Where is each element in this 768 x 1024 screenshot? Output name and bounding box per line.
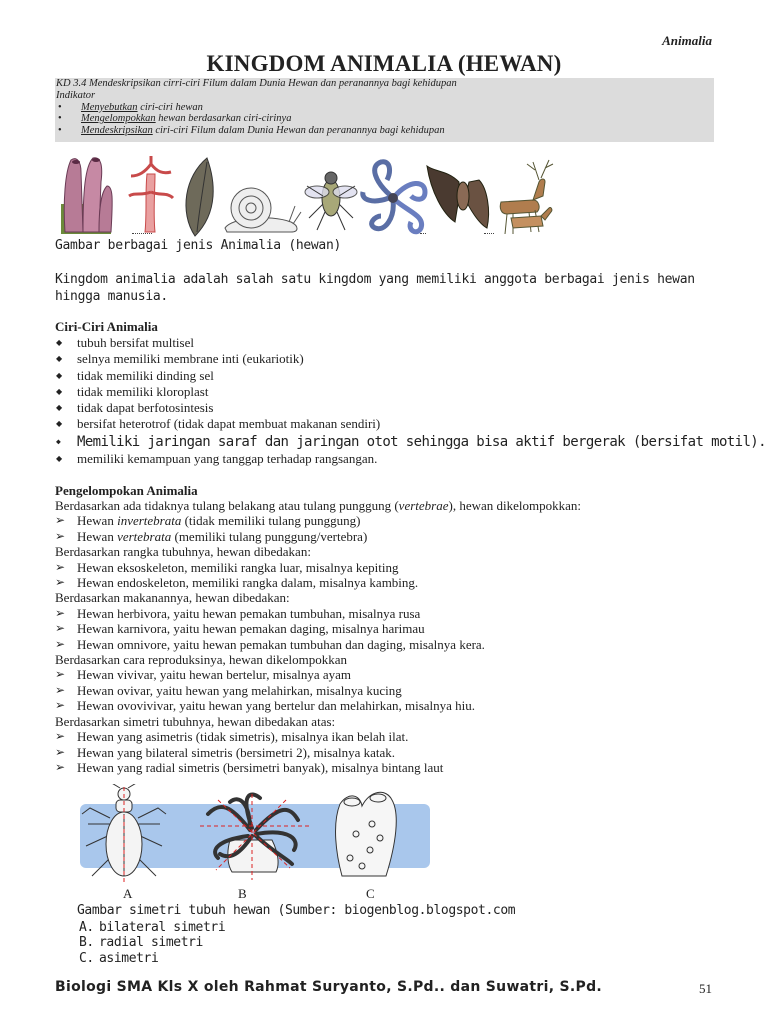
list-item: ➢ Hewan endoskeleton, memiliki rangka dalam, misalnya kambing. [55,575,735,590]
paragraph-line: Berdasarkan makanannya, hewan dibedakan: [55,590,290,606]
list-item: ◆ bersifat heterotrof (tidak dapat membuat makanan sendiri) [55,416,766,432]
cnidarian-illustration [129,156,173,232]
pengelompokan-body [55,498,735,775]
list-item: ➢ Hewan karnivora, yaitu hewan pemakan daging, misalnya harimau [55,621,735,636]
insect-illustration [305,172,357,230]
pengelompokan-heading: Pengelompokan Animalia [55,483,198,498]
option-item: C. asimetri [79,950,159,966]
indikator-item: • Menyebutkan ciri-ciri hewan [56,102,714,114]
echinoderm-illustration [363,162,425,232]
snail-illustration [225,188,301,232]
list-item: ➢ Hewan herbivora, yaitu hewan pemakan tumbuhan, misalnya rusa [55,606,735,621]
deer-illustration [500,160,553,234]
option-item: B. radial simetri [79,935,203,951]
page-title: KINGDOM ANIMALIA (HEWAN) [206,51,562,76]
answer-options [79,920,225,966]
flatworm-illustration [186,158,213,236]
list-item: ➢ Hewan ovivar, yaitu hewan yang melahirkan, misalnya kucing [55,683,735,698]
indikator-item: • Mengelompokkan hewan berdasarkan ciri-cirinya [56,113,714,125]
section-header: Animalia [662,33,712,48]
paragraph-line: Berdasarkan rangka tubuhnya, hewan dibedakan: [55,544,311,560]
list-item: ➢ Hewan yang bilateral simetris (bersimetri 2), misalnya katak. [55,745,735,760]
list-item: ➢ Hewan ovovivivar, yaitu hewan yang bertelur dan melahirkan, misalnya hiu. [55,698,735,713]
animal-illustrations [55,152,555,238]
symmetry-figure [80,784,430,884]
option-item: A. bilateral simetri [79,920,226,935]
paragraph-line: Berdasarkan simetri tubuhnya, hewan dibedakan atas: [55,713,336,729]
list-item: ◆ tidak memiliki dinding sel [55,368,766,384]
paragraph-line: Berdasarkan ada tidaknya tulang belakang atau tulang punggung (vertebrae), hewan dikelompokkan: [55,498,581,513]
page-number: 51 [699,981,712,996]
ciri-list [55,335,766,467]
footer-credit: Biologi SMA Kls X oleh Rahmat Suryanto, S.Pd.. dan Suwatri, S.Pd. [55,979,603,995]
figure-label-a: A [123,886,133,901]
divider [132,233,152,234]
list-item: ◆ tidak dapat berfotosintesis [55,400,766,416]
list-item: ◆ selnya memiliki membrane inti (eukariotik) [55,351,766,367]
ciri-heading: Ciri-Ciri Animalia [55,319,158,334]
list-item: ➢ Hewan eksoskeleton, memiliki rangka luar, misalnya kepiting [55,560,735,575]
list-item: ➢ Hewan vivivar, yaitu hewan bertelur, misalnya ayam [55,667,735,682]
sponge-illustration [61,158,112,234]
list-item: ◆ tubuh bersifat multisel [55,335,766,351]
indikator-item: • Mendeskripsikan ciri-ciri Filum dalam Dunia Hewan dan peranannya bagi kehidupan [56,125,714,137]
indikator-label: Indikator [56,89,96,101]
bat-illustration [427,166,489,228]
list-item: ◆ Memiliki jaringan saraf dan jaringan otot sehingga bisa aktif bergerak (bersifat motil). [55,433,766,451]
kd-line: KD 3.4 Mendeskripsikan cirri-ciri Filum dalam Dunia Hewan dan peranannya bagi kehidupan [56,78,457,89]
list-item: ➢ Hewan yang asimetris (tidak simetris), misalnya ikan belah ilat. [55,729,735,744]
paragraph-line: Berdasarkan cara reproduksinya, hewan dikelompokkan [55,652,348,668]
competency-box [55,78,714,142]
divider [484,233,494,234]
intro-paragraph: Kingdom animalia adalah salah satu kingdom yang memiliki anggota berbagai jenis hewan hingga manusia. [55,272,695,304]
image-caption: Gambar berbagai jenis Animalia (hewan) [55,238,342,253]
figure-caption: Gambar simetri tubuh hewan (Sumber: biogenblog.blogspot.com [77,903,516,918]
figure-label-b: B [238,886,247,901]
list-item: ➢ Hewan invertebrata (tidak memiliki tulang punggung) [55,513,735,528]
sponge-illustration [336,792,397,876]
divider [420,233,426,234]
list-item: ➢ Hewan omnivore, yaitu hewan pemakan tumbuhan dan daging, misalnya kera. [55,637,735,652]
list-item: ➢ Hewan yang radial simetris (bersimetri banyak), misalnya bintang laut [55,760,735,775]
list-item: ◆ memiliki kemampuan yang tanggap terhadap rangsangan. [55,451,766,467]
indikator-list [56,102,714,137]
list-item: ➢ Hewan vertebrata (memiliki tulang punggung/vertebra) [55,529,735,544]
list-item: ◆ tidak memiliki kloroplast [55,384,766,400]
figure-label-c: C [366,886,375,901]
